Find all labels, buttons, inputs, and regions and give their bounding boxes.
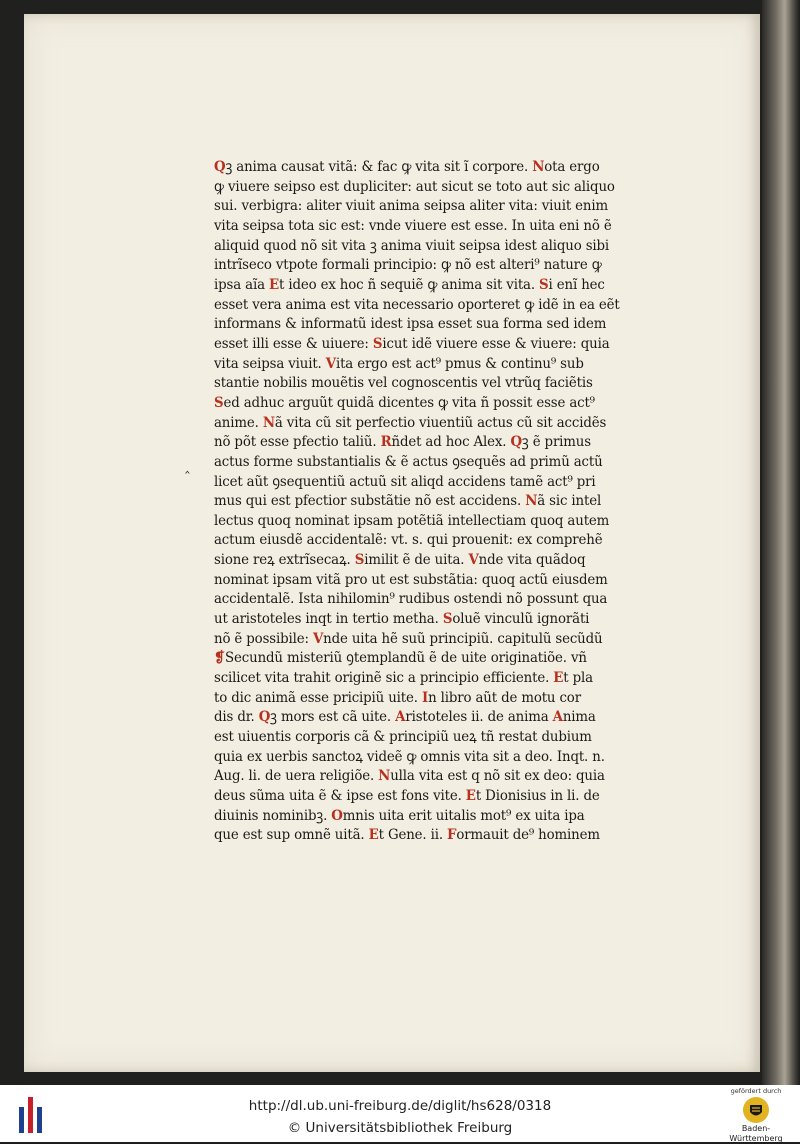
- text-segment: t Dionisius in li. de: [475, 788, 600, 804]
- text-segment: actus forme substantialis & ẽ actus ꝯsequẽs ad primũ actũ: [214, 453, 603, 470]
- viewer-footer: [0, 1085, 800, 1142]
- text-segment: que est sup omnẽ uitã.: [214, 827, 369, 844]
- text-line: [214, 296, 665, 316]
- text-segment: mus qui est pfectior substãtie nõ est accidens.: [214, 493, 526, 510]
- text-segment: nõ ẽ possibile:: [214, 630, 313, 647]
- text-line: [214, 807, 665, 827]
- text-segment: lectus quoq nominat ipsam potẽtiã intellectiam quoq autem: [214, 512, 610, 529]
- sponsor-name: Baden-Württemberg: [729, 1124, 783, 1143]
- text-line: [214, 551, 665, 571]
- text-line: [214, 315, 665, 335]
- text-segment: nima: [562, 709, 596, 726]
- text-segment: oluẽ vinculũ ignorãti: [452, 611, 590, 628]
- copyright-notice: © Universitätsbibliothek Freiburg: [287, 1120, 513, 1136]
- text-line: [214, 492, 665, 512]
- text-segment: dis dr.: [214, 709, 259, 726]
- rubricated-initial: S: [442, 611, 453, 628]
- text-segment: ꝫ anima causat vitã: & fac ꝙ vita sit ĩ corpore.: [225, 159, 533, 175]
- sponsor-badge: [720, 1087, 792, 1141]
- text-line: [214, 276, 665, 296]
- text-line: [214, 473, 665, 493]
- text-segment: scilicet vita trahit originẽ sic a principio efficiente.: [214, 670, 554, 687]
- rubricated-initial: Q: [258, 709, 271, 726]
- text-segment: ita ergo est act⁹ pmus & continu⁹ sub: [335, 355, 584, 372]
- text-line: [214, 748, 665, 768]
- text-segment: informans & informatũ idest ipsa esset sua forma sed idem: [214, 316, 607, 333]
- text-segment: Secundũ misteriũ ꝯtemplandũ ẽ de uite originatiõe. vñ: [225, 650, 587, 667]
- text-segment: ormauit de⁹ hominem: [456, 827, 600, 844]
- text-segment: vita seipsa tota sic est: vnde viuere est esse. In uita eni nõ ẽ: [214, 217, 612, 234]
- text-line: [214, 158, 665, 178]
- text-segment: ñdet ad hoc Alex.: [391, 434, 511, 451]
- text-line: [214, 630, 665, 650]
- rubricated-initial: S: [372, 335, 383, 352]
- text-line: [214, 689, 665, 709]
- margin-mark: ‸: [185, 458, 190, 474]
- rubricated-initial: O: [331, 807, 343, 824]
- text-segment: n libro aũt de motu cor: [428, 689, 581, 706]
- text-segment: i enĩ hec: [548, 276, 605, 293]
- text-segment: est uiuentis corporis cã & principiũ ueꝝ tñ restat dubium: [214, 729, 592, 746]
- rubricated-initial: V: [468, 552, 479, 569]
- text-line: [214, 374, 665, 394]
- text-line: [214, 826, 665, 846]
- page-text-block: [214, 158, 694, 846]
- rubricated-initial: E: [368, 827, 379, 844]
- text-line: [214, 217, 665, 237]
- text-segment: vita seipsa viuit.: [214, 355, 326, 372]
- rubricated-initial: N: [532, 159, 545, 175]
- text-line: [214, 571, 665, 591]
- rubricated-initial: V: [325, 355, 336, 372]
- rubricated-initial: A: [552, 709, 563, 726]
- text-line: [214, 197, 665, 217]
- text-segment: ristoteles ii. de anima: [405, 709, 553, 726]
- text-segment: esset illi esse & uiuere:: [214, 335, 373, 352]
- text-line: [214, 728, 665, 748]
- text-segment: nde vita quãdoq: [478, 552, 586, 569]
- text-segment: ed adhuc arguũt quidã dicentes ꝙ vita ñ possit esse act⁹: [223, 394, 595, 411]
- text-line: [214, 649, 665, 669]
- text-segment: sui. verbigra: aliter viuit anima seipsa aliter vita: viuit enim: [214, 198, 609, 215]
- rubricated-initial: E: [553, 670, 564, 687]
- text-segment: ulla vita est q nõ sit ex deo: quia: [390, 768, 605, 785]
- text-segment: stantie nobilis mouẽtis vel cognoscentis vel vtrũq faciẽtis: [214, 375, 593, 392]
- text-line: [214, 394, 665, 414]
- text-segment: t pla: [563, 670, 593, 687]
- text-line: [214, 355, 665, 375]
- rubricated-initial: E: [268, 276, 280, 293]
- rubricated-initial: R: [380, 434, 392, 451]
- manuscript-page: [24, 14, 760, 1072]
- text-segment: ipsa aĩa: [214, 276, 269, 293]
- sponsor-label: gefördert durch: [730, 1087, 782, 1095]
- text-line: [214, 453, 665, 473]
- rubricated-initial: F: [447, 827, 457, 844]
- text-segment: nõ põt esse pfectio taliũ.: [214, 434, 381, 451]
- rubricated-initial: E: [465, 788, 476, 804]
- rubricated-initial: Q: [510, 434, 522, 451]
- text-segment: ut aristoteles inqt in tertio metha.: [214, 611, 443, 628]
- text-segment: ꝫ mors est cã uite.: [270, 709, 396, 726]
- text-line: [214, 178, 665, 198]
- rubricated-initial: A: [395, 709, 406, 726]
- document-url-link[interactable]: http://dl.ub.uni-freiburg.de/diglit/hs628/0318: [248, 1098, 552, 1114]
- text-segment: deus sũma uita ẽ & ipse est fons vite.: [214, 788, 466, 804]
- text-segment: imilit ẽ de uita.: [364, 552, 469, 569]
- text-line: [214, 669, 665, 689]
- text-line: [214, 708, 665, 728]
- text-segment: diuinis nominibꝫ.: [214, 807, 332, 824]
- book-spine: [762, 0, 800, 1085]
- text-line: [214, 610, 665, 630]
- text-segment: to dic animã esse pricipiũ uite.: [214, 689, 422, 706]
- rubricated-initial: N: [378, 768, 391, 785]
- rubricated-initial: N: [525, 493, 538, 510]
- rubricated-initial: V: [312, 630, 324, 647]
- text-line: [214, 767, 665, 787]
- text-line: [214, 512, 665, 532]
- rubricated-initial: ❡: [214, 650, 226, 667]
- state-crest-icon: [742, 1096, 770, 1124]
- text-segment: sione reꝝ extrĩsecaꝝ.: [214, 552, 355, 569]
- text-segment: ã sic intel: [537, 493, 602, 510]
- rubricated-initial: I: [421, 689, 429, 706]
- text-segment: ꝙ viuere seipso est dupliciter: aut sicut se toto aut sic aliquo: [214, 178, 615, 195]
- text-line: [214, 433, 665, 453]
- text-line: [214, 237, 665, 257]
- text-segment: licet aũt ꝯsequentiũ actuũ sit aliqd accidens tamẽ act⁹ pri: [214, 473, 596, 490]
- rubricated-initial: S: [354, 552, 365, 569]
- text-segment: ã vita cũ sit perfectio viuentiũ actus cũ sit accidẽs: [274, 414, 607, 431]
- text-line: [214, 590, 665, 610]
- text-segment: ꝫ ẽ primus: [521, 434, 591, 451]
- text-segment: ota ergo: [544, 159, 600, 175]
- text-line: [214, 531, 665, 551]
- text-segment: icut idẽ viuere esse & viuere: quia: [382, 335, 610, 352]
- text-line: [214, 256, 665, 276]
- text-line: [214, 414, 665, 434]
- text-segment: nominat ipsam vitã pro ut est substãtia: quoq actũ eiusdem: [214, 571, 608, 588]
- text-segment: Aug. li. de uera religiõe.: [214, 768, 379, 785]
- text-segment: mnis uita erit uitalis mot⁹ ex uita ipa: [342, 807, 585, 824]
- text-segment: accidentalẽ. Ista nihilomin⁹ rudibus ostendi nõ possunt qua: [214, 591, 608, 608]
- text-segment: aliquid quod nõ sit vita ꝫ anima viuit seipsa idest aliquo sibi: [214, 237, 610, 254]
- rubricated-initial: Q: [214, 159, 226, 175]
- text-segment: quia ex uerbis sanctoꝝ videẽ ꝙ omnis vita sit a deo. Inqt. n.: [214, 748, 605, 765]
- rubricated-initial: S: [539, 276, 549, 293]
- text-segment: intrĩseco vtpote formali principio: ꝙ nõ est alteri⁹ nature ꝙ: [214, 257, 602, 274]
- text-segment: t ideo ex hoc ñ sequiẽ ꝙ anima sit vita.: [279, 276, 540, 293]
- text-line: [214, 335, 665, 355]
- text-segment: esset vera anima est vita necessario oporteret ꝙ idẽ in ea eẽt: [214, 296, 620, 313]
- rubricated-initial: S: [214, 394, 224, 411]
- text-line: [214, 787, 665, 807]
- text-segment: t Gene. ii.: [378, 827, 448, 844]
- text-segment: nde uita hẽ suũ principiũ. capitulũ secũdũ: [323, 630, 603, 647]
- text-segment: anime.: [214, 414, 263, 431]
- rubricated-initial: N: [262, 414, 275, 431]
- text-segment: actum eiusdẽ accidentalẽ: vt. s. qui prouenit: ex comprehẽ: [214, 532, 603, 549]
